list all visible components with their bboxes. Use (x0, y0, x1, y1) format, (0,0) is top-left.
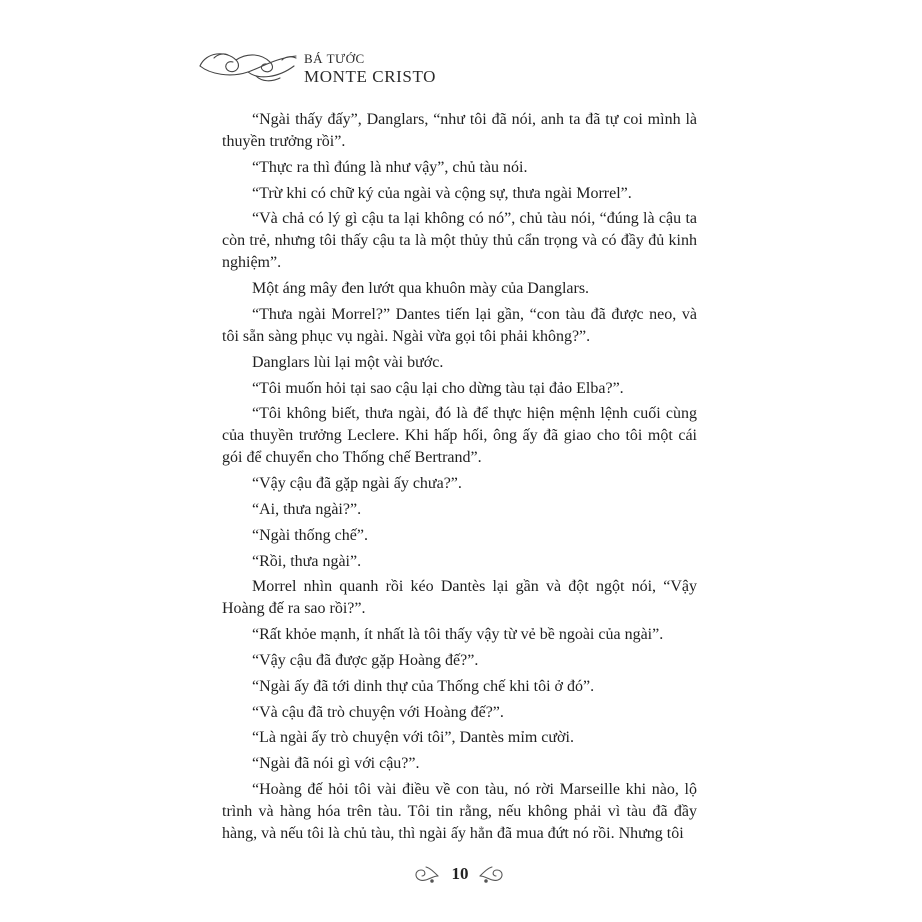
paragraph: “Ngài thống chế”. (252, 526, 368, 544)
paragraph: “Trừ khi có chữ ký của ngài và cộng sự, thưa ngài Morrel”. (252, 184, 632, 202)
paragraph: “Thực ra thì đúng là như vậy”, chủ tàu nói. (252, 158, 528, 176)
paragraph: “Là ngài ấy trò chuyện với tôi”, Dantès mỉm cười. (252, 729, 574, 747)
paragraph: “Tôi muốn hỏi tại sao cậu lại cho dừng tàu tại đảo Elba?”. (252, 379, 624, 397)
paragraph: Một áng mây đen lướt qua khuôn mày của Danglars. (252, 280, 590, 298)
paragraph: “Thưa ngài Morrel?” Dantes tiến lại gần, “con tàu đã được neo, và tôi sẵn sàng phục vụ ngài. Ngài vừa gọi tôi phải không?”. (222, 305, 697, 345)
running-header (196, 40, 456, 90)
scroll-flourish-icon (196, 44, 300, 86)
book-title-small: BÁ TƯỚC (304, 51, 365, 66)
paragraph: “Và cậu đã trò chuyện với Hoàng đế?”. (252, 703, 504, 721)
page-number: 10 (451, 864, 469, 883)
paragraph: “Ngài thấy đấy”, Danglars, “như tôi đã nói, anh ta đã tự coi mình là thuyền trưởng rồi”. (222, 111, 697, 150)
paragraph: “Vậy cậu đã gặp ngài ấy chưa?”. (252, 475, 462, 493)
paragraph: Morrel nhìn quanh rồi kéo Dantès lại gần và đột ngột nói, “Vậy Hoàng đế ra sao rồi?”. (222, 578, 697, 618)
paragraph: “Rồi, thưa ngài”. (252, 552, 362, 570)
paragraph: “Hoàng đế hỏi tôi vài điều về con tàu, nó rời Marseille khi nào, lộ trình và hàng hóa trên tàu. Tôi tin rằng, nếu không phải vì tàu đã đầy hàng, và nếu tôi là chủ tàu, thì ngài ấy hẳn đã mua đứt nó rồi. Nhưng tôi (222, 780, 697, 842)
paragraph: “Ngài đã nói gì với cậu?”. (252, 755, 420, 773)
paragraph: “Vậy cậu đã được gặp Hoàng đế?”. (252, 651, 479, 669)
paragraph: “Ai, thưa ngài?”. (252, 500, 362, 518)
paragraph: “Ngài ấy đã tới dinh thự của Thống chế khi tôi ở đó”. (252, 677, 595, 695)
paragraph: Danglars lùi lại một vài bước. (252, 353, 444, 371)
book-title-main: MONTE CRISTO (304, 67, 437, 86)
body-text (222, 109, 697, 849)
paragraph: “Và chả có lý gì cậu ta lại không có nó”, chủ tàu nói, “đúng là cậu ta còn trẻ, nhưng tôi thấy cậu ta là một thủy thủ cẩn trọng và có đầy đủ kinh nghiệm”. (222, 210, 697, 272)
swirl-right-icon (478, 864, 506, 886)
paragraph: “Tôi không biết, thưa ngài, đó là để thực hiện mệnh lệnh cuối cùng của thuyền trưởng Leclere. Khi hấp hối, ông ấy đã giao cho tôi một cái gói để chuyển cho Thống chế Bertrand”. (222, 405, 697, 467)
paragraph: “Rất khỏe mạnh, ít nhất là tôi thấy vậy từ vẻ bề ngoài của ngài”. (252, 626, 664, 644)
swirl-left-icon (412, 864, 440, 886)
page-footer (0, 860, 922, 890)
